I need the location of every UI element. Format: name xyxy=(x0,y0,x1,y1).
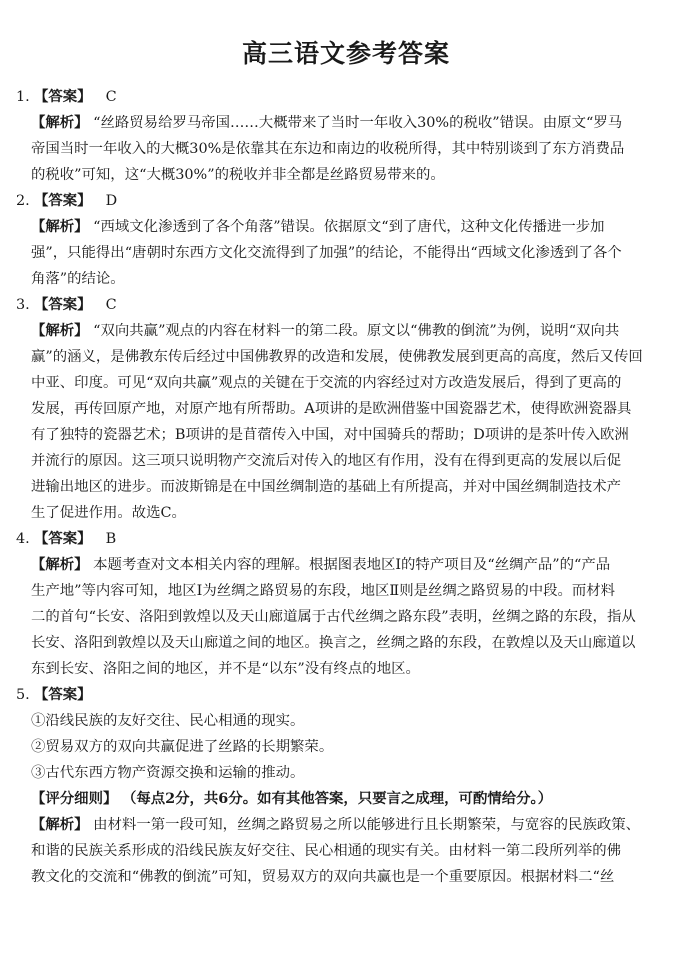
analysis-text: “西域文化渗透到了各个角落”错误。依据原文“到了唐代，这种文化传播进一步加 xyxy=(93,219,605,235)
analysis-line: 赢”的涵义，是佛教东传后经过中国佛教界的改造和发展，使佛教发展到更高的高度，然后又传回 xyxy=(31,349,643,365)
analysis-line xyxy=(16,318,676,344)
analysis-text: “双向共赢”观点的内容在材料一的第二段。原文以“佛教的倒流”为例，说明“双向共 xyxy=(93,323,620,339)
question-1 xyxy=(16,84,676,188)
analysis-line: 发展，再传回原产地，对原产地有所帮助。A项讲的是欧洲借鉴中国瓷器艺术，使得欧洲瓷器具 xyxy=(31,401,632,417)
analysis-line: 强”，只能得出“唐朝时东西方文化交流得到了加强”的结论，不能得出“西域文化渗透到了各个 xyxy=(31,245,622,261)
answer-value: B xyxy=(105,531,117,547)
analysis-line: 东到长安、洛阳之间的地区，并不是“以东”没有终点的地区。 xyxy=(31,661,420,677)
analysis-label: 【解析】 xyxy=(31,556,89,573)
answer-line xyxy=(16,84,676,110)
analysis-label: 【解析】 xyxy=(31,218,89,235)
rubric-label: 【评分细则】 xyxy=(31,790,118,807)
question-number: 5. xyxy=(16,687,30,703)
analysis-line: 帝国当时一年收入的大概30%是依靠其在东边和南边的收税所得，其中特别谈到了东方消费品 xyxy=(31,141,625,157)
answer-point: ③古代东西方物产资源交换和运输的推动。 xyxy=(31,765,305,781)
analysis-line: 角落”的结论。 xyxy=(31,271,125,287)
question-4 xyxy=(16,526,676,682)
answer-value: C xyxy=(105,297,117,313)
analysis-line: 长安、洛阳到敦煌以及天山廊道之间的地区。换言之，丝绸之路的东段，在敦煌以及天山廊道以 xyxy=(31,635,636,651)
analysis-line: 进输出地区的进步。而波斯锦是在中国丝绸制造的基础上有所提高，并对中国丝绸制造技术产 xyxy=(31,479,622,495)
analysis-line: 二的首句“长安、洛阳到敦煌以及天山廊道属于古代丝绸之路东段”表明，丝绸之路的东段，指从 xyxy=(31,609,636,625)
analysis-line xyxy=(16,214,676,240)
answer-line xyxy=(16,526,676,552)
answer-label: 【答案】 xyxy=(34,686,92,703)
analysis-label: 【解析】 xyxy=(31,816,89,833)
analysis-line: 的税收”可知，这“大概30%”的税收并非全都是丝路贸易带来的。 xyxy=(31,167,445,183)
rubric-line xyxy=(16,786,676,812)
analysis-line xyxy=(16,812,676,838)
analysis-line xyxy=(16,110,676,136)
analysis-line: 中亚、印度。可见“双向共赢”观点的关键在于交流的内容经过对方改造发展后，得到了更高的 xyxy=(31,375,622,391)
analysis-text: “丝路贸易给罗马帝国……大概带来了当时一年收入30%的税收”错误。由原文“罗马 xyxy=(93,115,623,131)
answer-point: ②贸易双方的双向共赢促进了丝路的长期繁荣。 xyxy=(31,739,334,755)
question-number: 2. xyxy=(16,193,30,209)
answer-line xyxy=(16,682,676,708)
answer-label: 【答案】 xyxy=(34,88,92,105)
analysis-line: 并流行的原因。这三项只说明物产交流后对传入的地区有作用，没有在得到更高的发展以后促 xyxy=(31,453,622,469)
page-title: 高三语文参考答案 xyxy=(241,39,450,68)
analysis-line: 生产地”等内容可知，地区Ⅰ为丝绸之路贸易的东段，地区Ⅱ则是丝绸之路贸易的中段。而材料 xyxy=(31,583,616,599)
question-5 xyxy=(16,682,676,890)
analysis-line xyxy=(16,552,676,578)
rubric-text: （每点2分，共6分。如有其他答案，只要言之成理，可酌情给分。） xyxy=(121,790,553,807)
analysis-line: 生了促进作用。故选C。 xyxy=(31,505,186,521)
question-number: 4. xyxy=(16,531,30,547)
answer-line xyxy=(16,292,676,318)
answer-value: D xyxy=(105,193,118,209)
answer-label: 【答案】 xyxy=(34,296,92,313)
question-number: 1. xyxy=(16,89,30,105)
question-2 xyxy=(16,188,676,292)
answer-point: ①沿线民族的友好交往、民心相通的现实。 xyxy=(31,713,305,729)
answer-label: 【答案】 xyxy=(34,530,92,547)
analysis-line: 教文化的交流和“佛教的倒流”可知，贸易双方的双向共赢也是一个重要原因。根据材料二“丝 xyxy=(31,869,615,885)
answer-value: C xyxy=(105,89,117,105)
analysis-line: 有了独特的瓷器艺术；B项讲的是苜蓿传入中国，对中国骑兵的帮助；D项讲的是茶叶传入欧洲 xyxy=(31,427,629,443)
analysis-label: 【解析】 xyxy=(31,322,89,339)
analysis-text: 本题考查对文本相关内容的理解。根据图表地区Ⅰ的特产项目及“丝绸产品”的“产品 xyxy=(93,557,611,573)
answer-line xyxy=(16,188,676,214)
analysis-line: 和谐的民族关系形成的沿线民族友好交往、民心相通的现实有关。由材料一第二段所列举的佛 xyxy=(31,843,622,859)
answer-label: 【答案】 xyxy=(34,192,92,209)
analysis-label: 【解析】 xyxy=(31,114,89,131)
analysis-text: 由材料一第一段可知，丝绸之路贸易之所以能够进行且长期繁荣，与宽容的民族政策、 xyxy=(93,817,641,833)
question-3 xyxy=(16,292,676,526)
question-number: 3. xyxy=(16,297,30,313)
